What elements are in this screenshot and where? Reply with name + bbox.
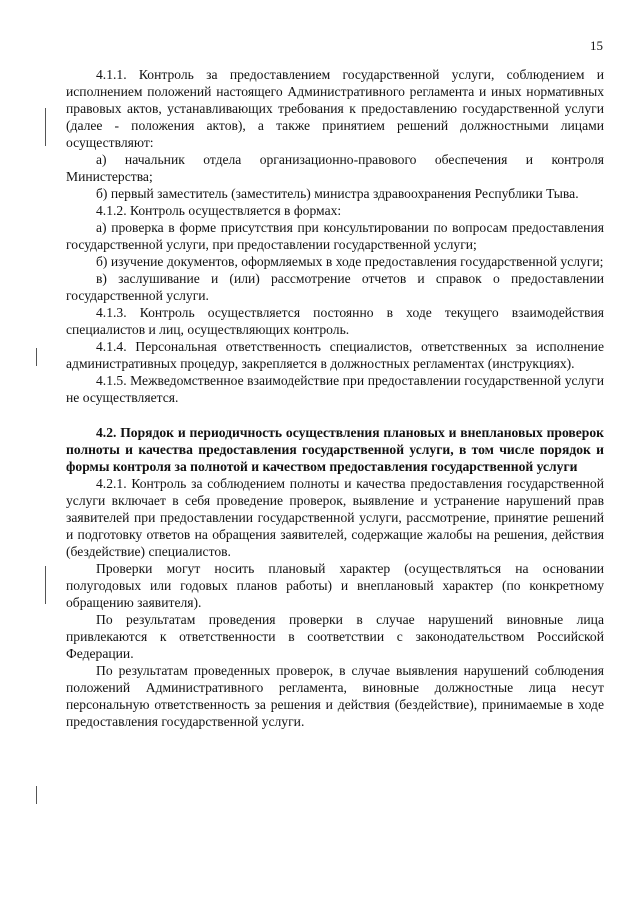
page-number: 15 (590, 38, 603, 53)
paragraph: По результатам проведенных проверок, в случае выявления нарушений соблюдения положений Административного регламента, виновные должностные лица несут персональную ответственность за решения и действия (бездействие), принимаемые в ходе предоставления государственной услуги. (66, 663, 604, 729)
paragraph: По результатам проведения проверки в случае нарушений виновные лица привлекаются к ответственности в соответствии с законодательством Российской Федерации. (66, 612, 604, 661)
paragraph: 4.1.5. Межведомственное взаимодействие при предоставлении государственной услуги не осуществляется. (66, 373, 604, 405)
paragraph: 4.2.1. Контроль за соблюдением полноты и качества предоставления государственной услуги включает в себя проведение проверок, выявление и устранение нарушений прав заявителей при предоставлении государственной услуги, рассмотрение, принятие решений и подготовку ответов на обращения заявителей, содержащие жалобы на решения, действия (бездействие) специалистов. (66, 476, 604, 559)
paragraph: б) первый заместитель (заместитель) министра здравоохранения Республики Тыва. (96, 186, 579, 201)
paragraph: б) изучение документов, оформляемых в ходе предоставления государственной услуги; (96, 254, 604, 269)
scan-mark (45, 566, 46, 604)
paragraph: в) заслушивание и (или) рассмотрение отчетов и справок о предоставлении государственной услуги. (66, 271, 604, 303)
paragraph: а) начальник отдела организационно-правового обеспечения и контроля Министерства; (66, 152, 604, 184)
paragraph: а) проверка в форме присутствия при консультировании по вопросам предоставления государственной услуги, при предоставлении государственной услуги; (66, 220, 604, 252)
scan-mark (36, 786, 37, 804)
scan-mark (45, 108, 46, 146)
paragraph: Проверки могут носить плановый характер (осуществляться на основании полугодовых или годовых планов работы) и внеплановый характер (по конкретному обращению заявителя). (66, 561, 604, 610)
section-heading: 4.2. Порядок и периодичность осуществления плановых и внеплановых проверок полноты и качества предоставления государственной услуги, в том числе порядок и формы контроля за полнотой и качеством предоставления государственной услуги (66, 425, 604, 474)
document-body (66, 66, 604, 730)
paragraph: 4.1.2. Контроль осуществляется в формах: (96, 203, 342, 218)
paragraph: 4.1.4. Персональная ответственность специалистов, ответственных за исполнение административных процедур, закрепляется в должностных регламентах (инструкциях). (66, 339, 604, 371)
scan-mark (36, 348, 37, 366)
paragraph: 4.1.1. Контроль за предоставлением государственной услуги, соблюдением и исполнением положений настоящего Административного регламента и иных нормативных правовых актов, устанавливающих требования к предоставлению государственной услуги (далее - положения актов), а также принятием решений должностными лицами осуществляют: (66, 67, 604, 150)
paragraph: 4.1.3. Контроль осуществляется постоянно в ходе текущего взаимодействия специалистов и лиц, осуществляющих контроль. (66, 305, 604, 337)
